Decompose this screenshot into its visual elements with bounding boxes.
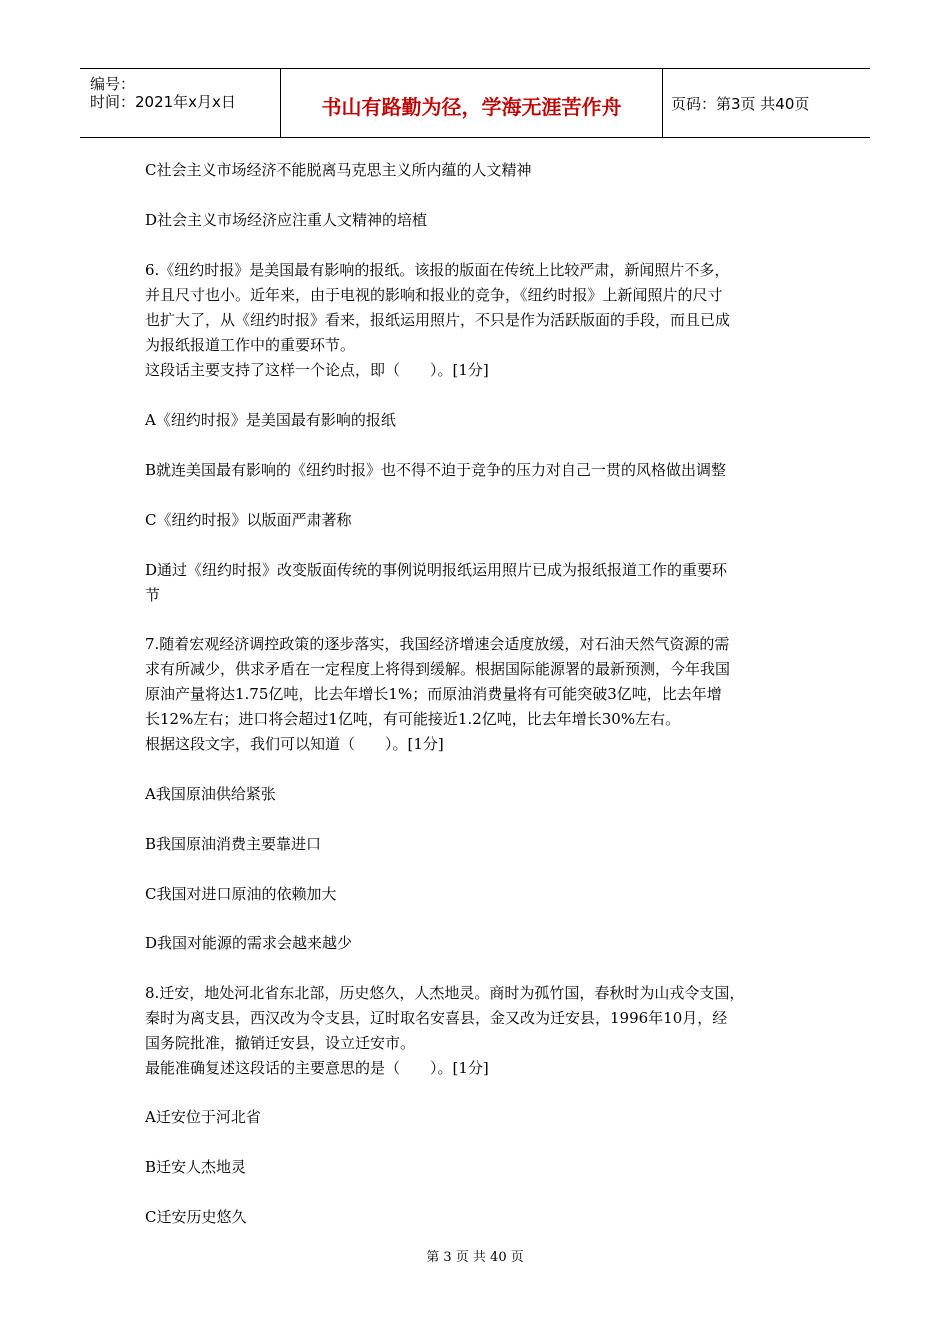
question-prompt: 最能准确复述这段话的主要意思的是（ ）。[1分] — [145, 1059, 489, 1077]
option-text: B我国原油消费主要靠进口 — [145, 835, 322, 853]
option-text: B就连美国最有影响的《纽约时报》也不得不迫于竞争的压力对自己一贯的风格做出调整 — [145, 461, 727, 479]
date-label: 时间：2021年x月x日 — [90, 93, 236, 111]
question-text: 7.随着宏观经济调控政策的逐步落实，我国经济增速会适度放缓，对石油天然气资源的需 — [145, 635, 730, 653]
option-text: D社会主义市场经济应注重人文精神的培植 — [145, 211, 428, 229]
option-text: D我国对能源的需求会越来越少 — [145, 934, 353, 952]
question-text: 原油产量将达1.75亿吨，比去年增长1%；而原油消费量将有可能突破3亿吨，比去年增 — [145, 685, 722, 703]
question-prompt: 根据这段文字，我们可以知道（ ）。[1分] — [145, 735, 444, 753]
page-header — [80, 68, 870, 138]
question-text: 8.迁安，地处河北省东北部，历史悠久，人杰地灵。商时为孤竹国，春秋时为山戎令支国， — [145, 984, 745, 1002]
question-text: 并且尺寸也小。近年来，由于电视的影响和报业的竞争，《纽约时报》上新闻照片的尺寸 — [145, 286, 723, 304]
option-text: D通过《纽约时报》改变版面传统的事例说明报纸运用照片已成为报纸报道工作的重要环 — [145, 561, 728, 579]
header-page-cell — [663, 69, 870, 137]
option-text: C迁安历史悠久 — [145, 1208, 247, 1226]
option-text: C社会主义市场经济不能脱离马克思主义所内蕴的人文精神 — [145, 161, 532, 179]
option-text: C我国对进口原油的依赖加大 — [145, 885, 337, 903]
option-text: A我国原油供给紧张 — [145, 785, 276, 803]
question-text: 求有所减少，供求矛盾在一定程度上将得到缓解。根据国际能源署的最新预测，今年我国 — [145, 660, 731, 678]
header-page-code: 页码：第3页 共40页 — [671, 95, 810, 113]
question-text: 6.《纽约时报》是美国最有影响的报纸。该报的版面在传统上比较严肃，新闻照片不多， — [145, 261, 730, 279]
option-text: 节 — [145, 586, 161, 604]
header-meta-cell — [80, 69, 281, 137]
header-motto-cell — [281, 69, 663, 137]
option-text: B迁安人杰地灵 — [145, 1158, 247, 1176]
page-footer: 第 3 页 共 40 页 — [426, 1250, 524, 1265]
option-text: A迁安位于河北省 — [145, 1108, 261, 1126]
question-prompt: 这段话主要支持了这样一个论点，即（ ）。[1分] — [145, 361, 489, 379]
question-text: 也扩大了，从《纽约时报》看来，报纸运用照片，不只是作为活跃版面的手段，而且已成 — [145, 311, 731, 329]
header-motto: 书山有路勤为径，学海无涯苦作舟 — [321, 95, 622, 119]
option-text: A《纽约时报》是美国最有影响的报纸 — [145, 411, 396, 429]
option-text: C《纽约时报》以版面严肃著称 — [145, 511, 352, 529]
question-text: 国务院批准，撤销迁安县，设立迁安市。 — [145, 1034, 416, 1052]
question-text: 秦时为离支县，西汉改为令支县，辽时取名安喜县，金又改为迁安县，1996年10月，经 — [145, 1009, 728, 1027]
number-label: 编号： — [90, 75, 136, 93]
question-text: 为报纸报道工作中的重要环节。 — [145, 336, 356, 354]
question-text: 长12%左右；进口将会超过1亿吨，有可能接近1.2亿吨，比去年增长30%左右。 — [145, 710, 681, 728]
